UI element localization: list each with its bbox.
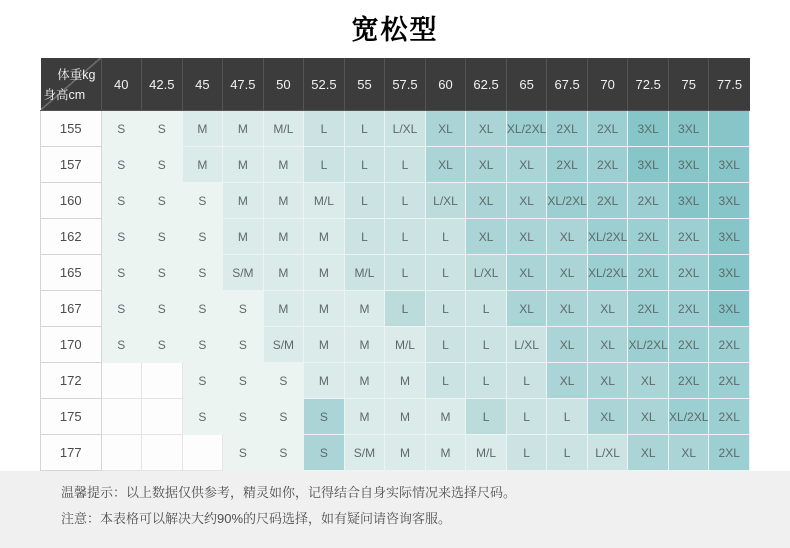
size-cell: S bbox=[182, 255, 223, 291]
height-cell: 175 bbox=[41, 399, 102, 435]
size-cell: XL/2XL bbox=[628, 327, 669, 363]
size-cell bbox=[142, 399, 183, 435]
size-cell: S bbox=[142, 219, 183, 255]
table-row bbox=[41, 291, 750, 327]
size-cell: S bbox=[142, 291, 183, 327]
size-cell: M bbox=[385, 435, 426, 471]
size-cell: L bbox=[506, 399, 547, 435]
size-cell: L bbox=[425, 291, 466, 327]
weight-header-cell: 70 bbox=[587, 58, 628, 111]
table-row bbox=[41, 327, 750, 363]
size-cell: 2XL bbox=[628, 183, 669, 219]
height-unit-label: 身高cm bbox=[43, 88, 86, 102]
weight-header-cell: 67.5 bbox=[547, 58, 588, 111]
size-cell: XL/2XL bbox=[668, 399, 709, 435]
size-cell: XL bbox=[506, 291, 547, 327]
size-cell: XL/2XL bbox=[506, 111, 547, 147]
size-cell: M bbox=[223, 147, 264, 183]
size-cell: M bbox=[344, 327, 385, 363]
size-cell: M bbox=[344, 399, 385, 435]
size-cell: S bbox=[142, 111, 183, 147]
size-cell: L bbox=[344, 183, 385, 219]
size-cell: 2XL bbox=[668, 255, 709, 291]
size-cell: M bbox=[344, 291, 385, 327]
size-cell: S bbox=[101, 291, 142, 327]
size-cell: S bbox=[263, 363, 304, 399]
size-cell: XL bbox=[466, 183, 507, 219]
height-cell: 165 bbox=[41, 255, 102, 291]
size-cell: M bbox=[304, 255, 345, 291]
size-cell: M bbox=[223, 219, 264, 255]
height-cell: 170 bbox=[41, 327, 102, 363]
size-cell: 2XL bbox=[668, 219, 709, 255]
size-cell: M/L bbox=[385, 327, 426, 363]
size-cell: M/L bbox=[344, 255, 385, 291]
size-cell: L bbox=[466, 399, 507, 435]
header-row bbox=[41, 58, 750, 111]
size-cell: 2XL bbox=[628, 255, 669, 291]
size-cell: XL bbox=[547, 219, 588, 255]
weight-header-cell: 52.5 bbox=[304, 58, 345, 111]
size-cell: S bbox=[182, 327, 223, 363]
height-cell: 160 bbox=[41, 183, 102, 219]
size-cell: S bbox=[182, 291, 223, 327]
size-cell: 2XL bbox=[668, 363, 709, 399]
size-cell: M bbox=[304, 327, 345, 363]
size-cell: 2XL bbox=[587, 147, 628, 183]
size-cell: 3XL bbox=[668, 111, 709, 147]
weight-header-cell: 65 bbox=[506, 58, 547, 111]
table-row bbox=[41, 147, 750, 183]
table-header bbox=[41, 58, 750, 111]
weight-unit-label: 体重kg bbox=[57, 68, 96, 82]
table-row bbox=[41, 183, 750, 219]
height-cell: 177 bbox=[41, 435, 102, 471]
size-cell: M bbox=[304, 219, 345, 255]
size-cell: L bbox=[344, 111, 385, 147]
size-cell: M/L bbox=[304, 183, 345, 219]
size-cell: S bbox=[182, 183, 223, 219]
size-cell: S bbox=[223, 363, 264, 399]
size-cell: 3XL bbox=[668, 183, 709, 219]
height-cell: 157 bbox=[41, 147, 102, 183]
size-cell: 2XL bbox=[547, 147, 588, 183]
table-body bbox=[41, 111, 750, 471]
note-tip: 温馨提示：以上数据仅供参考，精灵如你，记得结合自身实际情况来选择尺码。 bbox=[61, 485, 517, 500]
size-cell: 2XL bbox=[547, 111, 588, 147]
weight-header-cell: 55 bbox=[344, 58, 385, 111]
size-cell: M bbox=[223, 111, 264, 147]
note-warning: 注意：本表格可以解决大约90%的尺码选择，如有疑问请咨询客服。 bbox=[61, 511, 452, 526]
size-cell: S bbox=[101, 255, 142, 291]
size-cell: L bbox=[344, 147, 385, 183]
size-cell: XL bbox=[547, 327, 588, 363]
size-cell: 2XL bbox=[709, 435, 750, 471]
size-cell: S bbox=[101, 147, 142, 183]
size-cell: XL bbox=[506, 219, 547, 255]
size-cell: XL bbox=[587, 399, 628, 435]
size-cell: L bbox=[425, 255, 466, 291]
size-cell: S bbox=[182, 219, 223, 255]
weight-header-cell: 77.5 bbox=[709, 58, 750, 111]
size-cell: S bbox=[142, 147, 183, 183]
size-cell bbox=[101, 363, 142, 399]
size-cell: S bbox=[142, 255, 183, 291]
size-cell: S bbox=[182, 363, 223, 399]
size-cell: L bbox=[385, 183, 426, 219]
size-cell: L/XL bbox=[466, 255, 507, 291]
size-cell: S bbox=[223, 435, 264, 471]
size-cell: XL/2XL bbox=[547, 183, 588, 219]
size-cell: XL bbox=[628, 399, 669, 435]
size-cell: XL bbox=[425, 147, 466, 183]
size-cell: XL bbox=[506, 255, 547, 291]
size-cell: L/XL bbox=[385, 111, 426, 147]
size-cell: M bbox=[263, 147, 304, 183]
size-cell: M bbox=[425, 399, 466, 435]
weight-header-cell: 62.5 bbox=[466, 58, 507, 111]
size-cell: L bbox=[385, 291, 426, 327]
size-cell: M bbox=[385, 399, 426, 435]
size-cell: 3XL bbox=[709, 219, 750, 255]
size-cell: 2XL bbox=[668, 327, 709, 363]
size-cell: S bbox=[304, 399, 345, 435]
weight-header-cell: 42.5 bbox=[142, 58, 183, 111]
size-cell: M bbox=[263, 291, 304, 327]
table-row bbox=[41, 255, 750, 291]
size-cell: L bbox=[466, 363, 507, 399]
weight-header-cell: 45 bbox=[182, 58, 223, 111]
size-cell: 2XL bbox=[709, 363, 750, 399]
size-cell: S/M bbox=[263, 327, 304, 363]
size-cell: XL bbox=[506, 183, 547, 219]
size-cell: S/M bbox=[223, 255, 264, 291]
size-cell: S bbox=[142, 183, 183, 219]
size-cell: 3XL bbox=[709, 183, 750, 219]
size-cell bbox=[101, 399, 142, 435]
size-cell: 3XL bbox=[709, 255, 750, 291]
weight-header-cell: 75 bbox=[668, 58, 709, 111]
size-cell: S bbox=[263, 399, 304, 435]
size-cell: L bbox=[385, 147, 426, 183]
size-cell bbox=[709, 111, 750, 147]
size-cell: M bbox=[263, 183, 304, 219]
weight-header-cell: 57.5 bbox=[385, 58, 426, 111]
size-cell: L/XL bbox=[506, 327, 547, 363]
size-cell: M bbox=[304, 291, 345, 327]
weight-header-cell: 72.5 bbox=[628, 58, 669, 111]
size-cell: L bbox=[547, 435, 588, 471]
size-cell: M bbox=[344, 363, 385, 399]
size-cell bbox=[142, 363, 183, 399]
size-cell: L/XL bbox=[425, 183, 466, 219]
size-cell: 2XL bbox=[587, 183, 628, 219]
weight-header-cell: 47.5 bbox=[223, 58, 264, 111]
size-cell: XL bbox=[466, 111, 507, 147]
notes-footer bbox=[0, 471, 790, 548]
size-cell: L bbox=[304, 147, 345, 183]
size-cell: S bbox=[182, 399, 223, 435]
size-cell: M bbox=[304, 363, 345, 399]
size-cell: 2XL bbox=[587, 111, 628, 147]
size-cell: L bbox=[385, 219, 426, 255]
size-cell: L bbox=[506, 435, 547, 471]
size-cell: S bbox=[101, 219, 142, 255]
size-cell: 2XL bbox=[668, 291, 709, 327]
size-cell: S bbox=[101, 327, 142, 363]
size-cell: XL bbox=[466, 219, 507, 255]
size-cell: L bbox=[425, 219, 466, 255]
size-cell: M bbox=[182, 147, 223, 183]
height-cell: 155 bbox=[41, 111, 102, 147]
corner-cell bbox=[41, 58, 102, 111]
size-cell: XL/2XL bbox=[587, 219, 628, 255]
size-cell: 3XL bbox=[668, 147, 709, 183]
size-cell: XL bbox=[425, 111, 466, 147]
size-cell: 3XL bbox=[709, 147, 750, 183]
size-cell: L bbox=[385, 255, 426, 291]
size-cell: L bbox=[506, 363, 547, 399]
size-cell: 3XL bbox=[709, 291, 750, 327]
size-cell: S bbox=[223, 399, 264, 435]
size-cell: S bbox=[223, 291, 264, 327]
page-title: 宽松型 bbox=[351, 15, 439, 45]
table-row bbox=[41, 363, 750, 399]
size-cell: 2XL bbox=[709, 327, 750, 363]
size-cell bbox=[142, 435, 183, 471]
size-cell: L bbox=[344, 219, 385, 255]
size-cell: XL bbox=[587, 291, 628, 327]
size-cell: 2XL bbox=[628, 291, 669, 327]
size-cell: S bbox=[101, 111, 142, 147]
size-cell: L bbox=[425, 363, 466, 399]
height-cell: 162 bbox=[41, 219, 102, 255]
size-cell: M bbox=[425, 435, 466, 471]
size-cell: L/XL bbox=[587, 435, 628, 471]
size-cell: XL bbox=[547, 291, 588, 327]
size-cell: L bbox=[425, 327, 466, 363]
size-cell: XL bbox=[547, 255, 588, 291]
weight-header-cell: 50 bbox=[263, 58, 304, 111]
size-cell: S bbox=[304, 435, 345, 471]
size-cell: M bbox=[385, 363, 426, 399]
size-cell: L bbox=[547, 399, 588, 435]
table-row bbox=[41, 435, 750, 471]
size-cell: XL bbox=[466, 147, 507, 183]
size-cell: S/M bbox=[344, 435, 385, 471]
height-cell: 172 bbox=[41, 363, 102, 399]
size-cell: XL bbox=[628, 435, 669, 471]
size-cell: S bbox=[142, 327, 183, 363]
size-cell: M bbox=[263, 219, 304, 255]
size-cell: XL bbox=[668, 435, 709, 471]
size-cell: L bbox=[304, 111, 345, 147]
size-cell: S bbox=[263, 435, 304, 471]
table-row bbox=[41, 111, 750, 147]
weight-header-cell: 40 bbox=[101, 58, 142, 111]
size-cell: S bbox=[101, 183, 142, 219]
weight-header-cell: 60 bbox=[425, 58, 466, 111]
size-cell bbox=[101, 435, 142, 471]
size-cell: XL bbox=[587, 363, 628, 399]
size-cell: M bbox=[182, 111, 223, 147]
size-cell bbox=[182, 435, 223, 471]
size-cell: 3XL bbox=[628, 111, 669, 147]
table-row bbox=[41, 219, 750, 255]
size-cell: L bbox=[466, 291, 507, 327]
size-cell: L bbox=[466, 327, 507, 363]
size-cell: XL/2XL bbox=[587, 255, 628, 291]
size-cell: XL bbox=[547, 363, 588, 399]
size-cell: M/L bbox=[263, 111, 304, 147]
size-cell: 3XL bbox=[628, 147, 669, 183]
size-cell: XL bbox=[628, 363, 669, 399]
size-cell: M bbox=[223, 183, 264, 219]
size-cell: M bbox=[263, 255, 304, 291]
height-cell: 167 bbox=[41, 291, 102, 327]
size-cell: XL bbox=[587, 327, 628, 363]
size-chart-table bbox=[40, 58, 750, 471]
size-cell: S bbox=[223, 327, 264, 363]
size-cell: 2XL bbox=[628, 219, 669, 255]
table-row bbox=[41, 399, 750, 435]
size-cell: 2XL bbox=[709, 399, 750, 435]
size-cell: M/L bbox=[466, 435, 507, 471]
size-cell: XL bbox=[506, 147, 547, 183]
